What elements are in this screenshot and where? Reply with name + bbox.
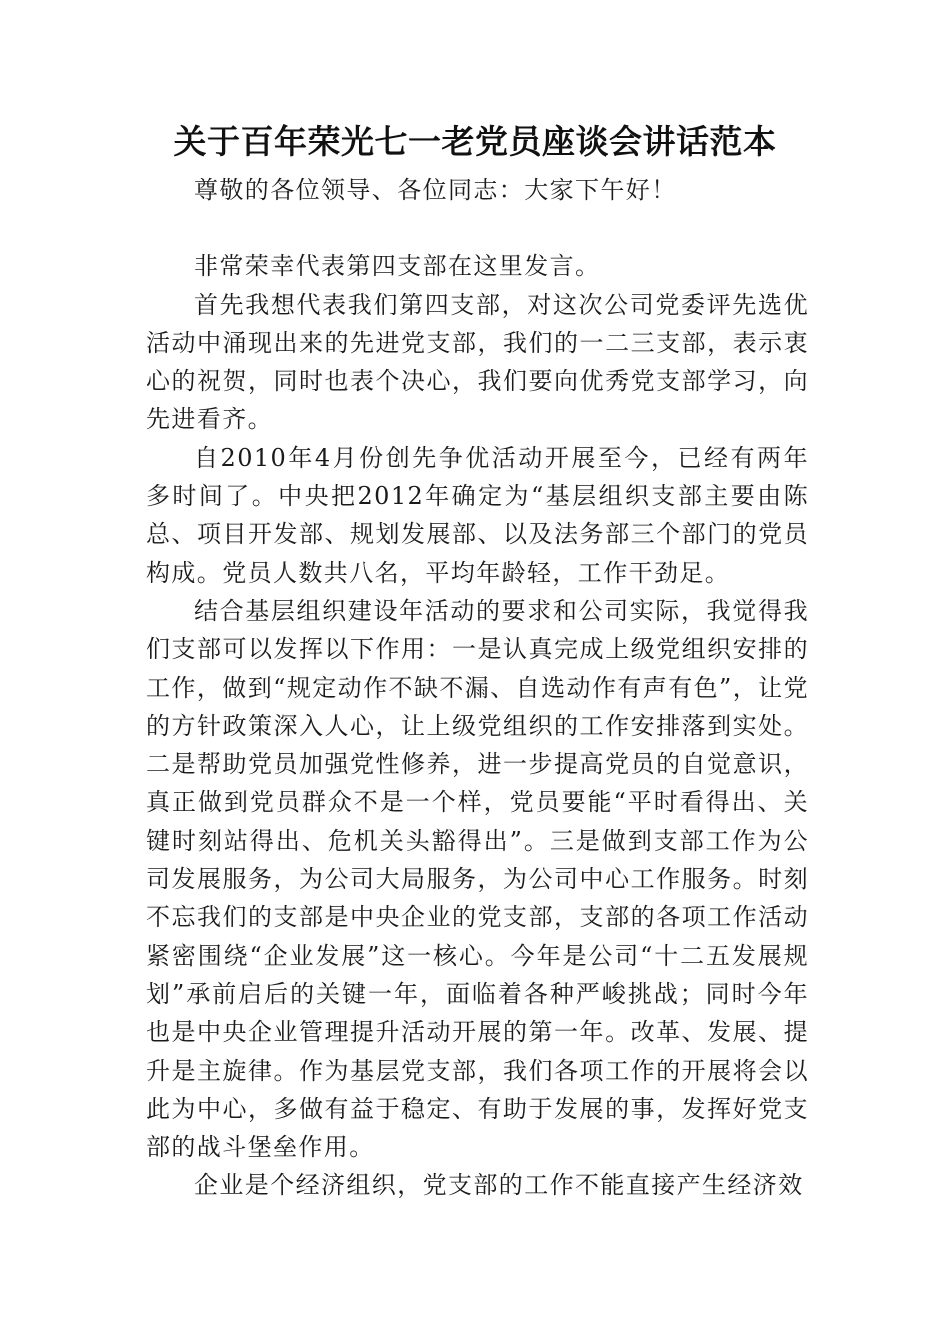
body-paragraph: 企业是个经济组织，党支部的工作不能直接产生经济效 bbox=[194, 1171, 804, 1200]
body-paragraph: 结合基层组织建设年活动的要求和公司实际，我觉得我们支部可以发挥以下作用：一是认真完成上级党组织安排的工作，做到“规定动作不缺不漏、自选动作有声有色”，让党的方针政策深入人心，让上级党组织的工作安排落到实处。二是帮助党员加强党性修养，进一步提高党员的自觉意识，真正做到党员群众不是一个样，党员要能“平时看得出、关键时刻站得出、危机关头豁得出”。三是做到支部工作为公司发展服务，为公司大局服务，为公司中心工作服务。时刻不忘我们的支部是中央企业的党支部，支部的各项工作活动紧密围绕“企业发展”这一核心。今年是公司“十二五发展规划”承前启后的关键一年，面临着各种严峻挑战；同时今年也是中央企业管理提升活动开展的第一年。改革、发展、提升是主旋律。作为基层党支部，我们各项工作的开展将会以此为中心，多做有益于稳定、有助于发展的事，发挥好党支部的战斗堡垒作用。 bbox=[146, 596, 809, 1162]
document-title: 关于百年荣光七一老党员座谈会讲话范本 bbox=[173, 122, 777, 161]
body-paragraph: 非常荣幸代表第四支部在这里发言。 bbox=[194, 252, 601, 281]
document-body bbox=[146, 171, 809, 1205]
greeting-paragraph: 尊敬的各位领导、各位同志：大家下午好！ bbox=[194, 176, 677, 204]
body-paragraph: 首先我想代表我们第四支部，对这次公司党委评先选优活动中涌现出来的先进党支部，我们的一二三支部，表示衷心的祝贺，同时也表个决心，我们要向优秀党支部学习，向先进看齐。 bbox=[146, 290, 809, 434]
blank-line bbox=[146, 209, 809, 247]
body-paragraph: 自2010年4月份创先争优活动开展至今，已经有两年多时间了。中央把2012年确定为“基层组织支部主要由陈总、项目开发部、规划发展部、以及法务部三个部门的党员构成。党员人数共八名，平均年龄轻，工作干劲足。 bbox=[146, 443, 809, 587]
